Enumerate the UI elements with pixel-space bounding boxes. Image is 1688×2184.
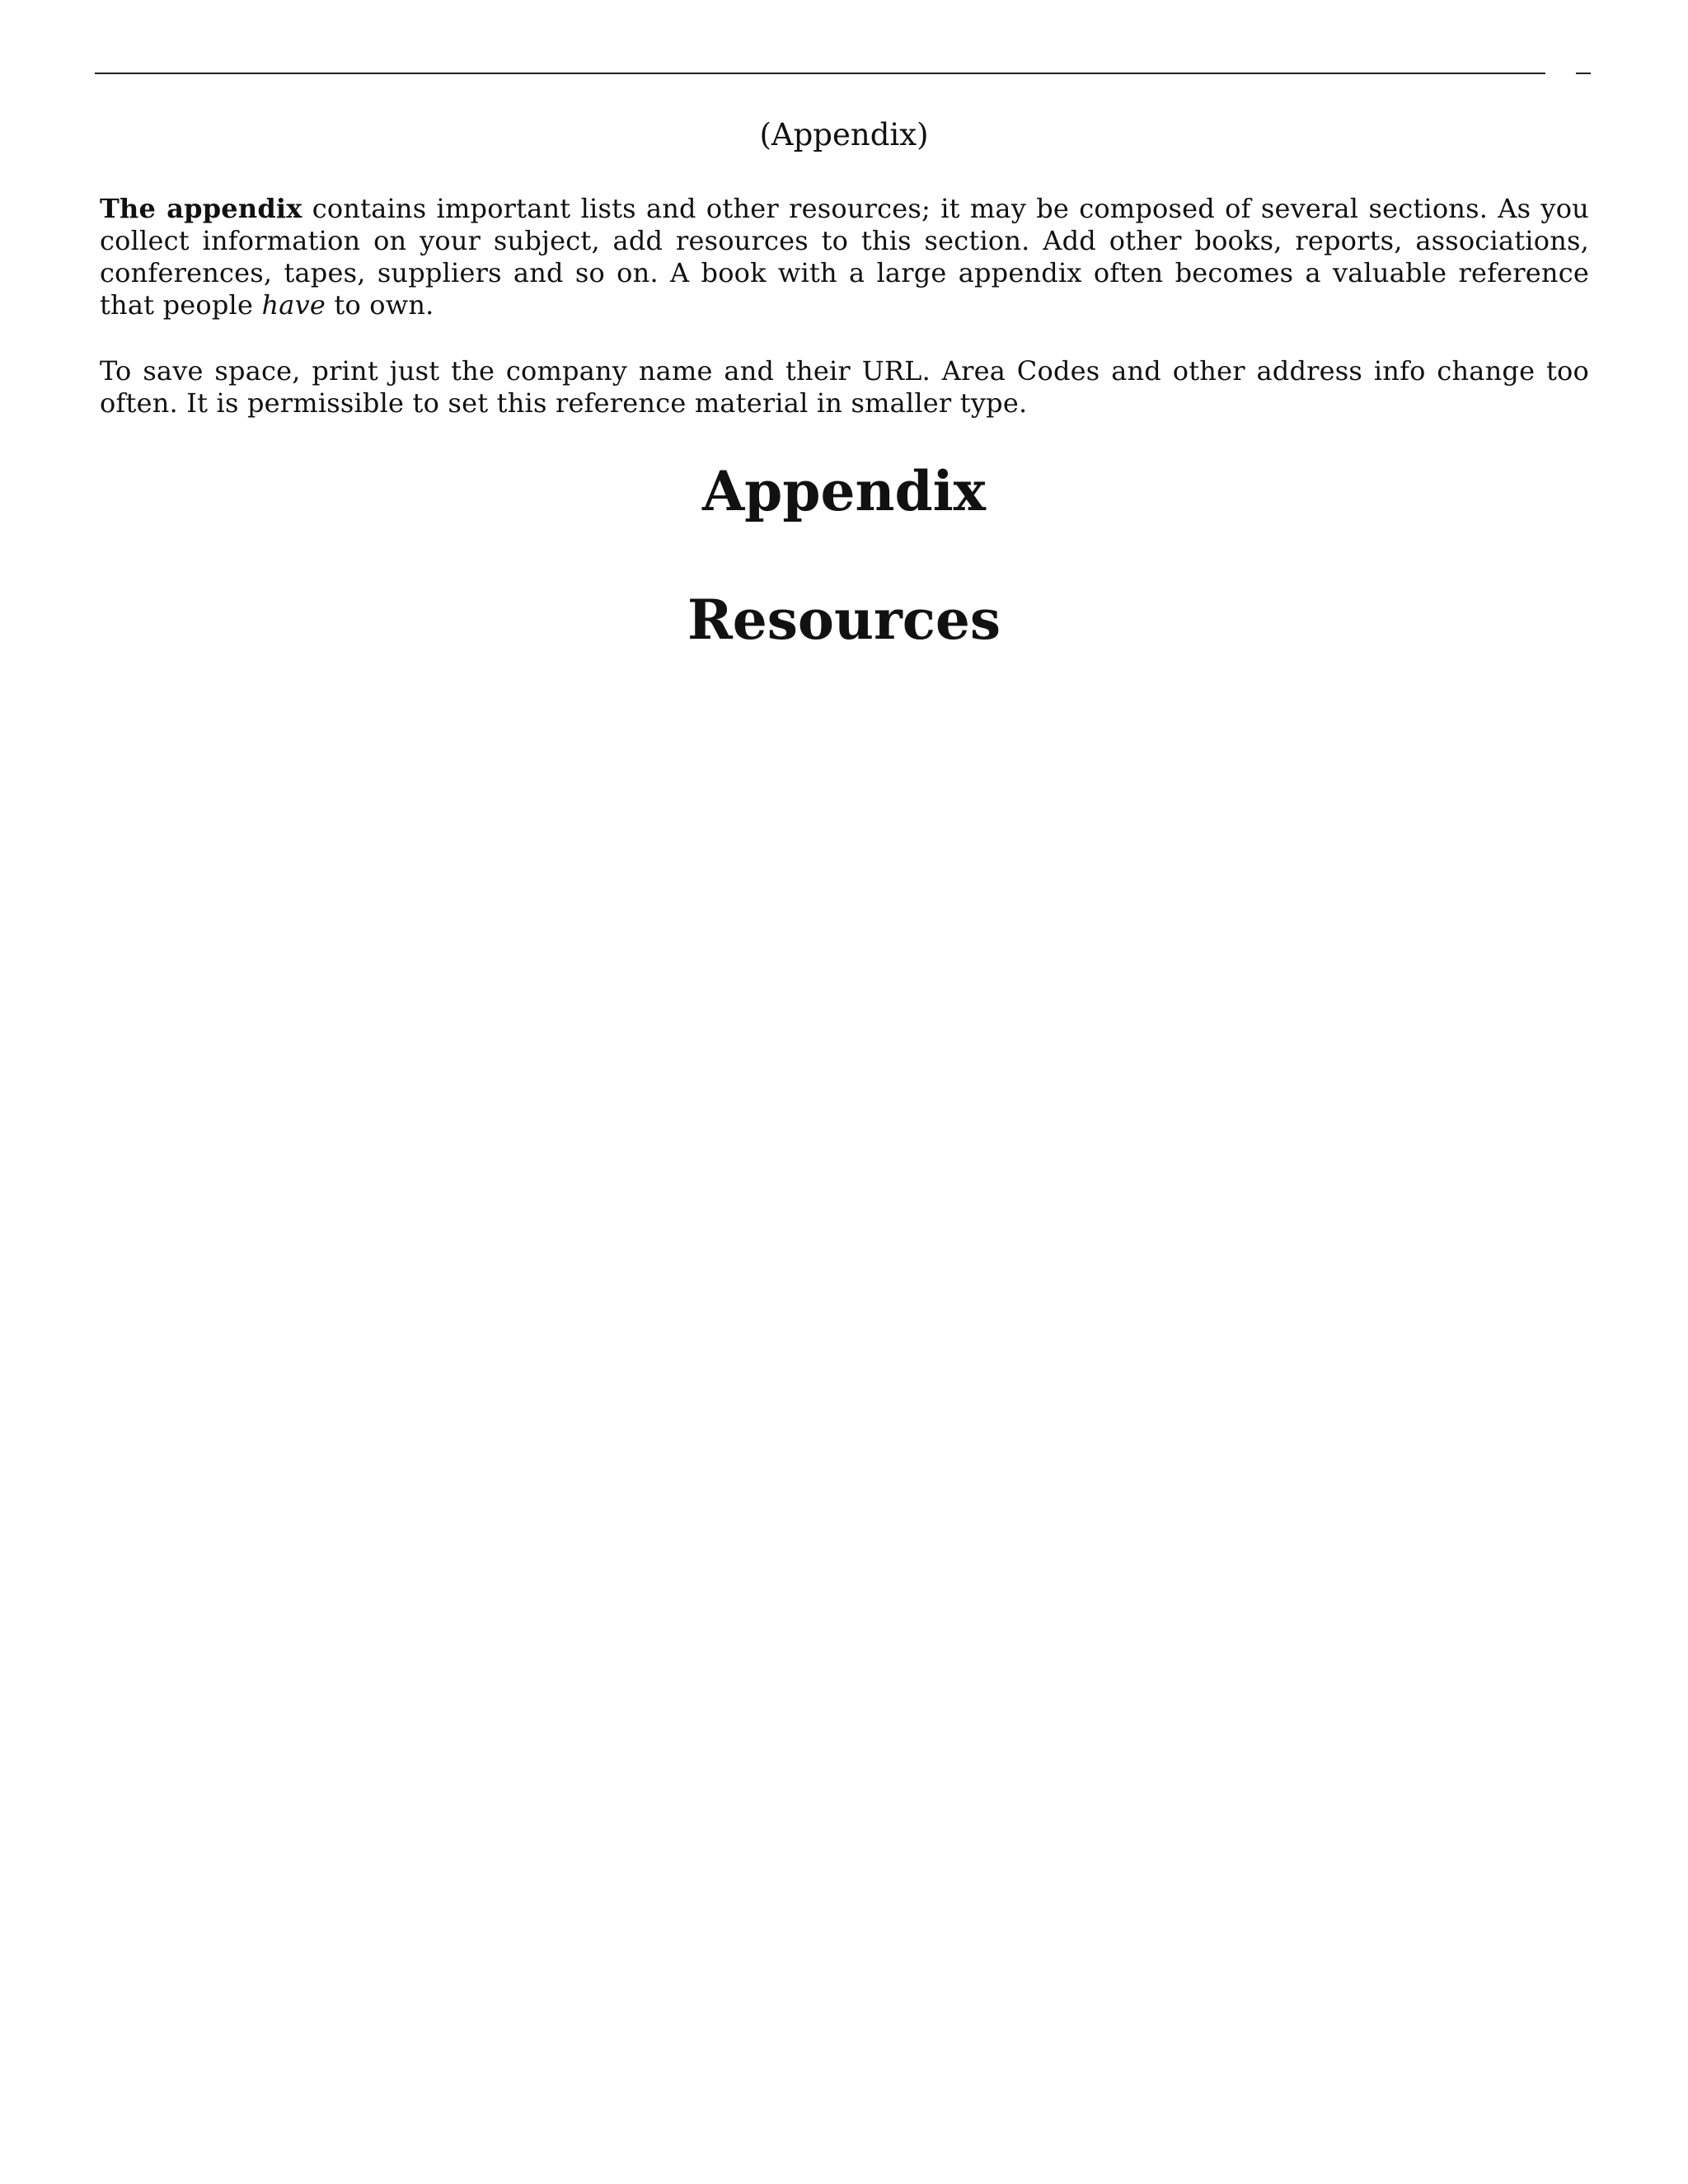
page-subtitle: (Appendix) bbox=[759, 117, 929, 152]
intro-text-2: to own. bbox=[326, 289, 434, 321]
intro-paragraph bbox=[100, 193, 1589, 321]
header-rule bbox=[95, 73, 1545, 74]
intro-emphasis: have bbox=[261, 289, 326, 321]
intro-lead-bold: The appendix bbox=[100, 193, 302, 224]
header-dash bbox=[1576, 73, 1591, 74]
appendix-heading: Appendix bbox=[701, 459, 987, 523]
intro-text-1: contains important lists and other resources; it may be composed of several sections. As you collect information on your subject, add resources to this section. Add other books, reports, associations, conferences, tapes, suppliers and so on. A book with a large appendix often becomes a valuable reference that people bbox=[100, 193, 1589, 321]
resources-heading: Resources bbox=[687, 588, 1001, 652]
note-paragraph: To save space, print just the company name and their URL. Area Codes and other address info change too often. It is permissible to set this reference material in smaller type. bbox=[100, 355, 1589, 419]
